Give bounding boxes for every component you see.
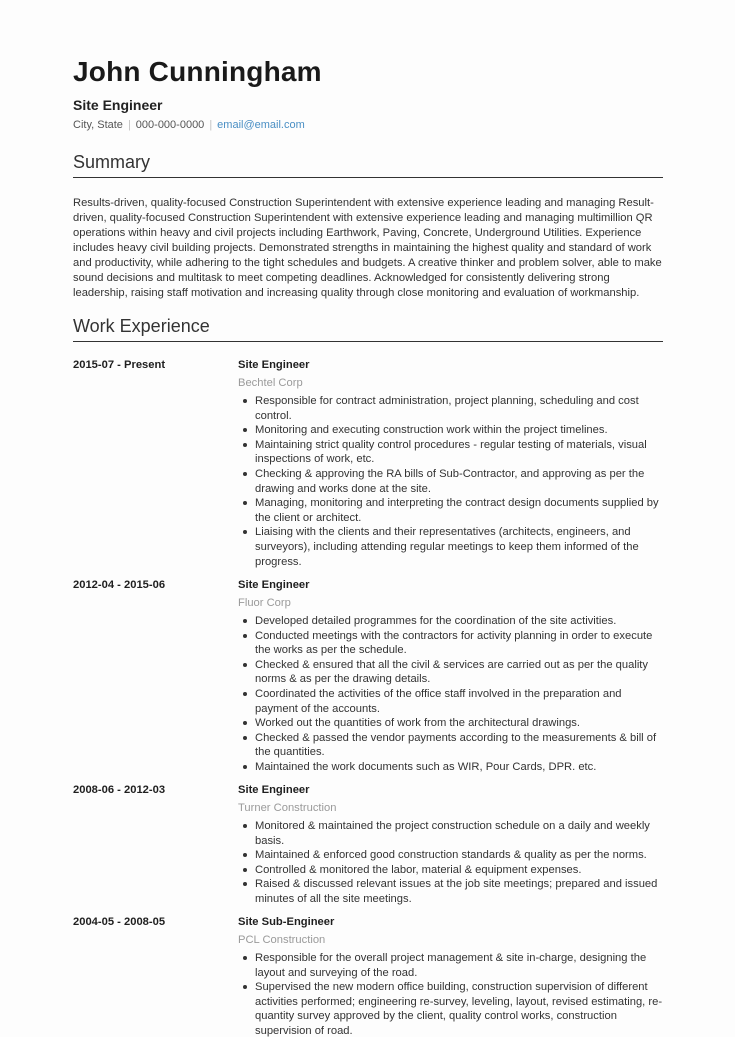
summary-heading: Summary — [73, 152, 151, 172]
job-bullet: Worked out the quantities of work from the architectural drawings. — [255, 716, 663, 731]
job-bullet: Coordinated the activities of the office staff involved in the preparation and payment of the accounts. — [255, 687, 663, 716]
job-bullet: Conducted meetings with the contractors for activity planning in order to execute the works as per the schedule. — [255, 629, 663, 658]
job-details — [238, 783, 663, 907]
job-details — [238, 578, 663, 775]
job-bullet: Maintained the work documents such as WIR, Pour Cards, DPR. etc. — [255, 760, 663, 775]
phone: 000-000-0000 — [135, 119, 205, 131]
job-bullet: Developed detailed programmes for the coordination of the site activities. — [255, 614, 663, 629]
separator: | — [209, 119, 213, 131]
job-bullets — [238, 394, 663, 569]
job-bullets — [238, 951, 663, 1037]
job-company: PCL Construction — [238, 934, 326, 946]
job-role: Site Sub-Engineer — [238, 916, 335, 928]
contact-line — [73, 118, 305, 132]
job-role: Site Engineer — [238, 579, 310, 591]
job-bullet: Managing, monitoring and interpreting the contract design documents supplied by the client or architect. — [255, 496, 663, 525]
job-bullet: Maintaining strict quality control procedures - regular testing of materials, visual inspections of work, etc. — [255, 438, 663, 467]
job-bullets — [238, 614, 663, 775]
work-experience-heading: Work Experience — [73, 316, 210, 336]
location: City, State — [73, 119, 123, 131]
job-details — [238, 358, 663, 569]
job-bullet: Responsible for contract administration, project planning, scheduling and cost control. — [255, 394, 663, 423]
summary-text: Results-driven, quality-focused Construction Superintendent with extensive experience leading and managing Result-driven, quality-focused Construction Superintendent with extensive experience leading and managing multimillion QR operations within heavy and civil projects including Earthwork, Paving, Concrete, Underground Utilities. Experience includes heavy civil building projects. Demonstrated strengths in maintaining the highest quality and standard of work and productivity, while adhering to the tight schedules and budgets. A creative thinker and problem solver, able to make sound decisions and multitask to meet competing deadlines. Acknowledged for consistently delivering strong leadership, raising staff motivation and increasing quality through close monitoring and evaluation of workmanship. — [73, 197, 662, 299]
job-role: Site Engineer — [238, 359, 310, 371]
job-dates: 2008-06 - 2012-03 — [73, 784, 166, 796]
job-bullets — [238, 819, 663, 907]
email-link[interactable]: email@email.com — [217, 119, 305, 131]
separator: | — [127, 119, 131, 131]
candidate-title: Site Engineer — [73, 97, 163, 113]
job-bullet: Checked & passed the vendor payments according to the measurements & bill of the quantities. — [255, 731, 663, 760]
job-role: Site Engineer — [238, 784, 310, 796]
job-company: Fluor Corp — [238, 597, 291, 609]
job-bullet: Monitoring and executing construction work within the project timelines. — [255, 423, 663, 438]
job-bullet: Liaising with the clients and their representatives (architects, engineers, and surveyors), including attending regular meetings to keep them informed of the progress. — [255, 525, 663, 569]
job-company: Bechtel Corp — [238, 377, 303, 389]
job-bullet: Monitored & maintained the project construction schedule on a daily and weekly basis. — [255, 819, 663, 848]
job-bullet: Responsible for the overall project management & site in-charge, designing the layout and surveying of the road. — [255, 951, 663, 980]
job-company: Turner Construction — [238, 802, 337, 814]
job-details — [238, 915, 663, 1037]
job-bullet: Supervised the new modern office building, construction supervision of different activities performed; engineering re-survey, leveling, layout, revised estimating, re-quantity survey approved by the client, quality control works, construction supervision of road. — [255, 981, 663, 1037]
job-bullet: Raised & discussed relevant issues at the job site meetings; prepared and issued minutes of all the site meetings. — [255, 877, 663, 906]
job-bullet: Checked & ensured that all the civil & services are carried out as per the quality norms & as per the drawing details. — [255, 658, 663, 687]
job-bullet: Controlled & monitored the labor, material & equipment expenses. — [255, 863, 663, 878]
candidate-name: John Cunningham — [73, 56, 322, 87]
job-dates: 2012-04 - 2015-06 — [73, 579, 166, 591]
summary-divider — [73, 177, 663, 178]
work-experience-divider — [73, 341, 663, 342]
job-dates: 2015-07 - Present — [73, 359, 166, 371]
job-dates: 2004-05 - 2008-05 — [73, 916, 166, 928]
job-bullet: Checking & approving the RA bills of Sub-Contractor, and approving as per the drawing and works done at the site. — [255, 467, 663, 496]
job-bullet: Maintained & enforced good construction standards & quality as per the norms. — [255, 848, 663, 863]
